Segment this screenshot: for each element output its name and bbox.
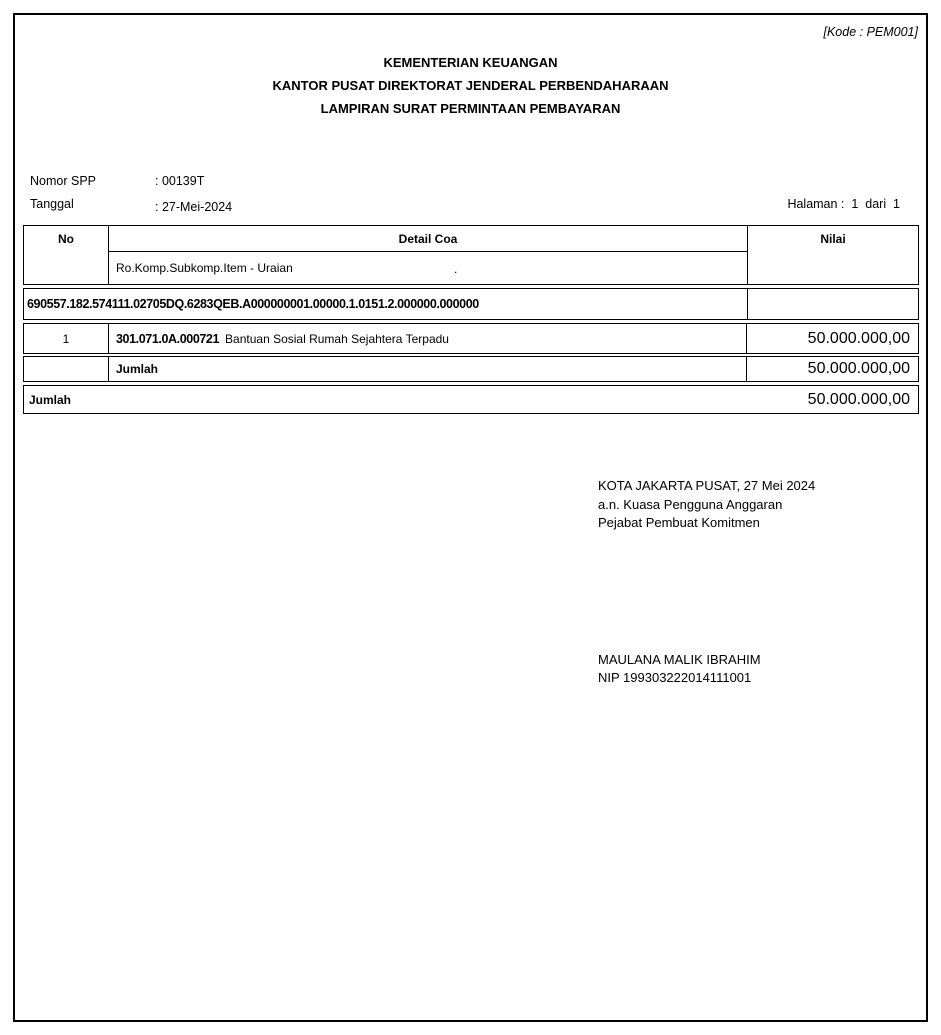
grand-total-value: 50.000.000,00	[807, 390, 910, 408]
column-header-nilai: Nilai	[747, 226, 918, 284]
signature-on-behalf: a.n. Kuasa Pengguna Anggaran	[598, 496, 783, 512]
group-total-no-empty	[24, 357, 109, 381]
office-title: KANTOR PUSAT DIREKTORAT JENDERAL PERBENDAHARAAN	[272, 78, 669, 93]
signatory-nip: NIP 199303222014111001	[598, 670, 752, 685]
column-header-no: No	[24, 226, 109, 284]
grand-total-label: Jumlah	[29, 392, 72, 407]
grand-total-row	[23, 385, 919, 414]
page-number: Halaman : 1 dari 1	[787, 197, 900, 211]
account-code: 690557.182.574111.02705DQ.6283QEB.A000000001.00000.1.0151.2.000000.000000	[27, 297, 479, 311]
ministry-title: KEMENTERIAN KEUANGAN	[383, 55, 558, 70]
signature-place-date: KOTA JAKARTA PUSAT, 27 Mei 2024	[598, 478, 816, 493]
column-header-detail-coa: Detail Coa	[109, 226, 747, 252]
group-total-value: 50.000.000,00	[807, 360, 910, 377]
subheader-text: Ro.Komp.Subkomp.Item - Uraian	[116, 261, 293, 275]
account-code-row	[23, 288, 919, 320]
table-row	[23, 323, 919, 354]
row-number: 1	[24, 324, 109, 353]
signature-block	[598, 477, 815, 533]
report-code: [Kode : PEM001]	[823, 25, 918, 39]
nomor-spp-value: : 00139T	[155, 174, 205, 188]
group-total-label: Jumlah	[109, 357, 747, 381]
nomor-spp-label: Nomor SPP	[30, 174, 96, 188]
column-subheader	[109, 252, 747, 284]
signatory-name: MAULANA MALIK IBRAHIM	[598, 652, 761, 667]
stray-dot: .	[454, 262, 458, 276]
item-description: Bantuan Sosial Rumah Sejahtera Terpadu	[225, 331, 449, 346]
signature-role: Pejabat Pembuat Komitmen	[598, 515, 760, 530]
document-title: LAMPIRAN SURAT PERMINTAAN PEMBAYARAN	[320, 101, 621, 116]
group-total-row	[23, 356, 919, 382]
document-title-block	[0, 56, 941, 125]
tanggal-label: Tanggal	[30, 197, 74, 211]
row-nilai: 50.000.000,00	[807, 329, 910, 347]
item-code: 301.071.0A.000721	[116, 331, 220, 346]
detail-coa-table	[23, 225, 919, 414]
table-header-section	[23, 225, 919, 285]
account-code-nilai-empty	[747, 289, 918, 319]
signatory-block	[598, 651, 761, 687]
row-item	[109, 324, 747, 353]
tanggal-value: : 27-Mei-2024	[155, 200, 233, 214]
